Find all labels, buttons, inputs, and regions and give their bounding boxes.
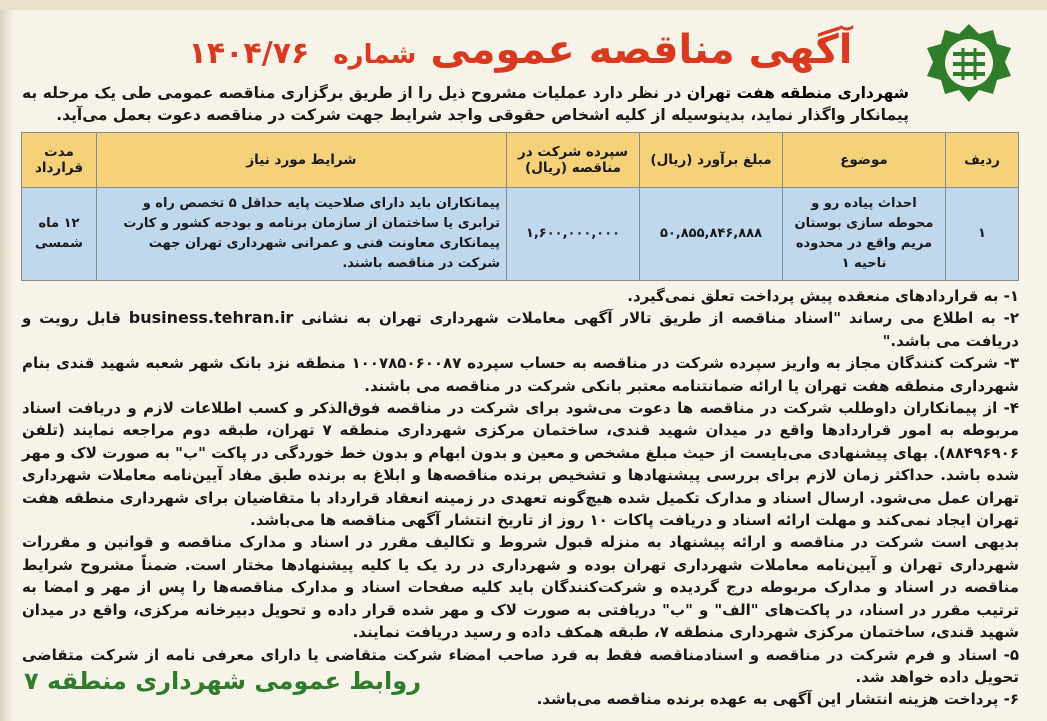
- intro-text: در نظر دارد عملیات مشروح ذیل را از طریق برگزاری مناقصه عمومی طی یک مرحله به پیمانکار واگذار نماید، بدینوسیله از کلیه اشخاص حقوقی واجد شرایط جهت شرکت در مناقصه دعوت بعمل می‌آید.: [22, 84, 909, 124]
- cell-deposit: ۱,۶۰۰,۰۰۰,۰۰۰: [507, 188, 640, 281]
- website-link[interactable]: business.tehran.ir: [128, 308, 294, 328]
- page-title: آگهی مناقصه عمومی شماره ۱۴۰۴/۷۶: [188, 27, 853, 73]
- tender-number: ۱۴۰۴/۷۶: [188, 36, 310, 71]
- cell-requirements: پیمانکاران باید دارای صلاحیت پایه حداقل ۵ تخصص راه و ترابری یا ساختمان از سازمان برنامه و بودجه کشور و کارت پیمانکاری معاونت فنی و عمرانی شهرداری تهران جهت شرکت در مناقصه باشند.: [97, 188, 507, 281]
- condition-2-text: ۲- به اطلاع می رساند "اسناد مناقصه از طریق تالار آگهی معاملات شهرداری تهران به نشانی: [293, 309, 1020, 328]
- condition-6: ۶- پرداخت هزینه انتشار این آگهی به عهده برنده مناقصه می‌باشد.: [536, 690, 1019, 709]
- condition-1: ۱- به قراردادهای منعقده پیش پرداخت تعلق نمی‌گیرد.: [627, 287, 1019, 305]
- number-label: شماره: [333, 40, 417, 70]
- col-deposit: سپرده شرکت در مناقصه (ریال): [507, 133, 640, 188]
- conditions-list: [22, 285, 1019, 711]
- intro-org: شهرداری منطقه هفت تهران: [686, 84, 909, 102]
- col-estimate: مبلغ برآورد (ریال): [640, 133, 783, 188]
- table-row: [22, 188, 1019, 281]
- tehran-municipality-logo-icon: [923, 20, 1015, 112]
- tender-table: [21, 132, 1019, 281]
- title-row: [22, 18, 1019, 82]
- footer-signature: روابط عمومی شهرداری منطقه ۷: [24, 667, 422, 695]
- cell-subject: احداث پیاده رو و محوطه سازی بوستان مریم واقع در محدوده ناحیه ۱: [783, 188, 946, 281]
- col-subject: موضوع: [783, 133, 946, 188]
- condition-2-tail: قابل رویت و دریافت می باشد.": [22, 309, 1019, 350]
- page-shadow: [0, 10, 14, 721]
- table-header-row: [22, 133, 1019, 188]
- general-terms: بدیهی است شرکت در مناقصه و ارائه پیشنهاد به منزله قبول شروط و تکالیف مقرر در اسناد و مدارک مناقصه و قوانین و مقررات شهرداری تهران و آیین‌نامه معاملات شهرداری تهران بوده و شهرداری در رد یک یا کلیه پیشنهادها مختار است. ضمناً مشروح شرایط مناقصه در اسناد و مدارک مربوطه درج گردیده و شرکت‌کنندگان باید کلیه صفحات اسناد و مدارک مناقصه‌ها را پس از مهر و امضا به ترتیب مقرر در اسناد، در پاکت‌های "الف" و "ب" دریافتی به صورت لاک و مهر شده قرار داده و تحویل دبیرخانه مرکزی، واقع در میدان شهید قندی، ساختمان مرکزی شهرداری منطقه ۷، طبقه همکف داده و رسید دریافت نمایند.: [22, 533, 1019, 642]
- intro-paragraph: [22, 82, 909, 126]
- col-duration: مدت قرارداد: [22, 133, 97, 188]
- col-requirements: شرایط مورد نیاز: [97, 133, 507, 188]
- condition-2: [22, 307, 1019, 352]
- cell-estimate: ۵۰,۸۵۵,۸۴۶,۸۸۸: [640, 188, 783, 281]
- condition-3: ۳- شرکت کنندگان مجاز به واریز سپرده شرکت در مناقصه به حساب سپرده ۱۰۰۷۸۵۰۶۰۰۸۷ منطقه نزد بانک شهر شعبه شهید قندی بنام شهرداری منطقه هفت تهران یا ارائه ضمانتنامه معتبر بانکی شرکت در مناقصه می باشند.: [22, 354, 1019, 395]
- cell-row: ۱: [946, 188, 1019, 281]
- cell-duration: ۱۲ ماه شمسی: [22, 188, 97, 281]
- col-row: ردیف: [946, 133, 1019, 188]
- condition-5: ۵- اسناد و فرم شرکت در مناقصه و اسنادمناقصه فقط به فرد صاحب امضاء شرکت متقاضی یا دارای معرفی نامه از شرکت متقاضی تحویل داده خواهد شد.: [22, 645, 1019, 686]
- condition-4: ۴- از پیمانکاران داوطلب شرکت در مناقصه ها دعوت می‌شود برای شرکت در مناقصه فوق‌الذکر و کسب اطلاعات لازم و دریافت اسناد مربوطه به امور قراردادها واقع در میدان شهید قندی، ساختمان مرکزی شهرداری منطقه ۷ تهران، طبقه دوم مراجعه نمایند (تلفن ۸۸۴۹۶۹۰۶). بهای پیشنهادی می‌بایست از حیث مبلغ مشخص و معین و بدون ابهام و بدون خط خوردگی در پاکت "ب" به صورت لاک و مهر شده باشد. حداکثر زمان لازم برای بررسی پیشنهادها و تشخیص برنده مناقصه‌ها و ابلاغ به برنده طبق مفاد آیین‌نامه معاملات شهرداری تهران عمل می‌شود. ارسال اسناد و مدارک تکمیل شده هیچ‌گونه تعهدی در زمینه انعقاد قرارداد با متقاضیان برای شهرداری منطقه هفت تهران ایجاد نمی‌کند و مهلت ارائه اسناد و دریافت پاکات ۱۰ روز از تاریخ انتشار آگهی مناقصه ها می‌باشد.: [22, 399, 1019, 530]
